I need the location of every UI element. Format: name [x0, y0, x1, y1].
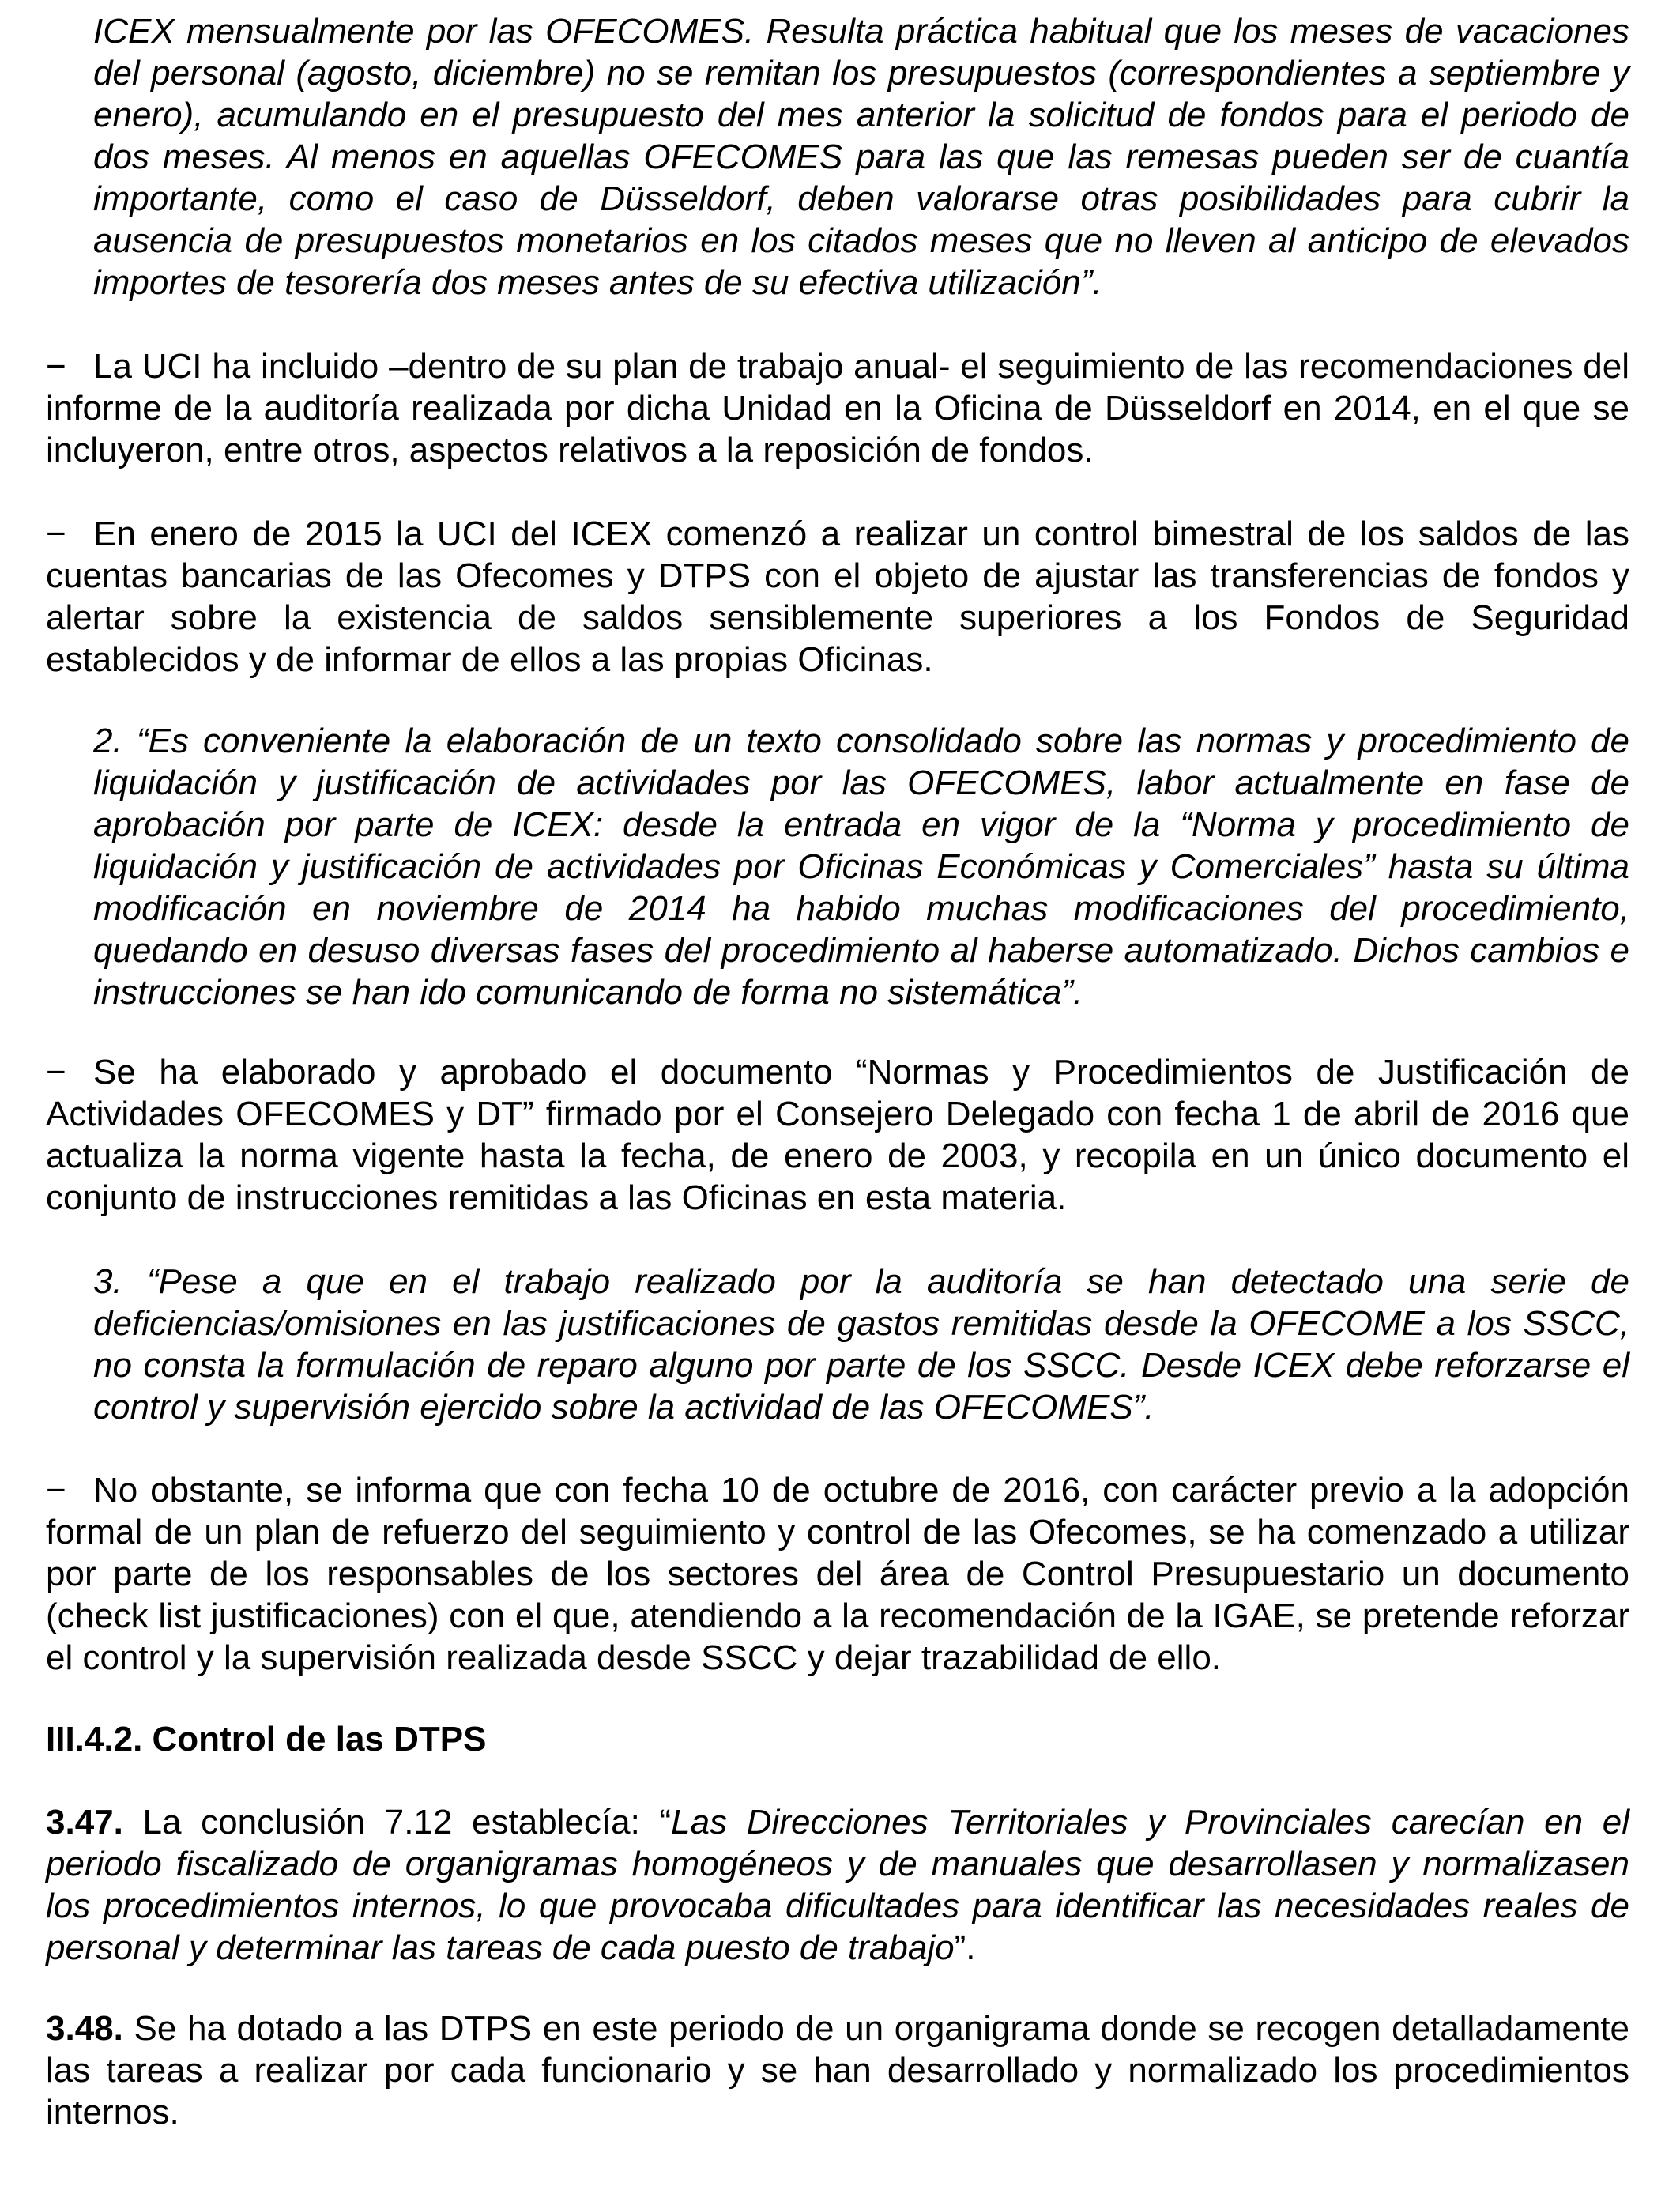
quote-paragraph-continued: ICEX mensualmente por las OFECOMES. Resulta práctica habitual que los meses de vacaciones del personal (agosto, diciembre) no se remitan los presupuestos (correspondientes a septiembre y enero), acumulando en el presupuesto del mes anterior la solicitud de fondos para el periodo de dos meses. Al menos en aquellas OFECOMES para las que las remesas pueden ser de cuantía importante, como el caso de Düsseldorf, deben valorarse otras posibilidades para cubrir la ausencia de presupuestos monetarios en los citados meses que no lleven al anticipo de elevados importes de tesorería dos meses antes de su efectiva utilización”. — [93, 12, 1629, 302]
paragraph-intro: La conclusión 7.12 establecía: “ — [122, 1803, 672, 1842]
dash-bullet: − — [46, 1471, 66, 1510]
quote-paragraph-3: 3. “Pese a que en el trabajo realizado por la auditoría se han detectado una serie de deficiencias/omisiones en las justificaciones de gastos remitidas desde la OFECOME a los SSCC, no consta la formulación de reparo alguno por parte de los SSCC. Desde ICEX debe reforzarse el control y supervisión ejercido sobre la actividad de las OFECOMES”. — [93, 1262, 1629, 1427]
numbered-paragraph-3-48 — [46, 2007, 1629, 2133]
paragraph-number: 3.48. — [46, 2009, 123, 2048]
bullet-text: La UCI ha incluido –dentro de su plan de trabajo anual- el seguimiento de las recomendaciones del informe de la auditoría realizada por dicha Unidad en la Oficina de Düsseldorf en 2014, en el que se incluyeron, entre otros, aspectos relativos a la reposición de fondos. — [46, 347, 1629, 469]
bullet-paragraph-normas-procedimientos — [46, 1051, 1629, 1219]
bullet-text: No obstante, se informa que con fecha 10 de octubre de 2016, con carácter previo a la adopción formal de un plan de refuerzo del seguimiento y control de las Ofecomes, se ha comenzado a utilizar por parte de los responsables de los sectores del área de Control Presupuestario un documento (check list justificaciones) con el que, atendiendo a la recomendación de la IGAE, se pretende reforzar el control y la supervisión realizada desde SSCC y dejar trazabilidad de ello. — [46, 1471, 1629, 1677]
bullet-text: Se ha elaborado y aprobado el documento “Normas y Procedimientos de Justificación de Actividades OFECOMES y DT” firmado por el Consejero Delegado con fecha 1 de abril de 2016 que actualiza la norma vigente hasta la fecha, de enero de 2003, y recopila en un único documento el conjunto de instrucciones remitidas a las Oficinas en esta materia. — [46, 1053, 1629, 1217]
quoted-conclusion: Las Direcciones Territoriales y Provinciales carecían en el periodo fiscalizado de organigramas homogéneos y de manuales que desarrollasen y normalizasen los procedimientos internos, lo que provocaba dificultades para identificar las necesidades reales de personal y determinar las tareas de cada puesto de trabajo — [46, 1803, 1630, 1967]
closing-quote: ”. — [954, 1928, 976, 1967]
dash-bullet: − — [46, 515, 66, 553]
dash-bullet: − — [46, 347, 66, 386]
bullet-paragraph-uci-seguimiento — [46, 345, 1629, 471]
dash-bullet: − — [46, 1053, 66, 1091]
paragraph-body: Se ha dotado a las DTPS en este periodo de un organigrama donde se recogen detalladamente las tareas a realizar por cada funcionario y se han desarrollado y normalizado los procedimientos internos. — [46, 2009, 1629, 2132]
numbered-paragraph-3-47 — [46, 1801, 1629, 1969]
bullet-text: En enero de 2015 la UCI del ICEX comenzó a realizar un control bimestral de los saldos de las cuentas bancarias de las Ofecomes y DTPS con el objeto de ajustar las transferencias de fondos y alertar sobre la existencia de saldos sensiblemente superiores a los Fondos de Seguridad establecidos y de informar de ellos a las propias Oficinas. — [46, 515, 1629, 679]
paragraph-number: 3.47. — [46, 1803, 123, 1842]
quote-paragraph-2: 2. “Es conveniente la elaboración de un texto consolidado sobre las normas y procedimiento de liquidación y justificación de actividades por las OFECOMES, labor actualmente en fase de aprobación por parte de ICEX: desde la entrada en vigor de la “Norma y procedimiento de liquidación y justificación de actividades por Oficinas Económicas y Comerciales” hasta su última modificación en noviembre de 2014 ha habido muchas modificaciones del procedimiento, quedando en desuso diversas fases del procedimiento al haberse automatizado. Dichos cambios e instrucciones se han ido comunicando de forma no sistemática”. — [93, 722, 1629, 1012]
bullet-paragraph-control-bimestral — [46, 513, 1629, 680]
bullet-paragraph-check-list — [46, 1469, 1629, 1679]
section-heading: III.4.2. Control de las DTPS — [46, 1720, 487, 1759]
